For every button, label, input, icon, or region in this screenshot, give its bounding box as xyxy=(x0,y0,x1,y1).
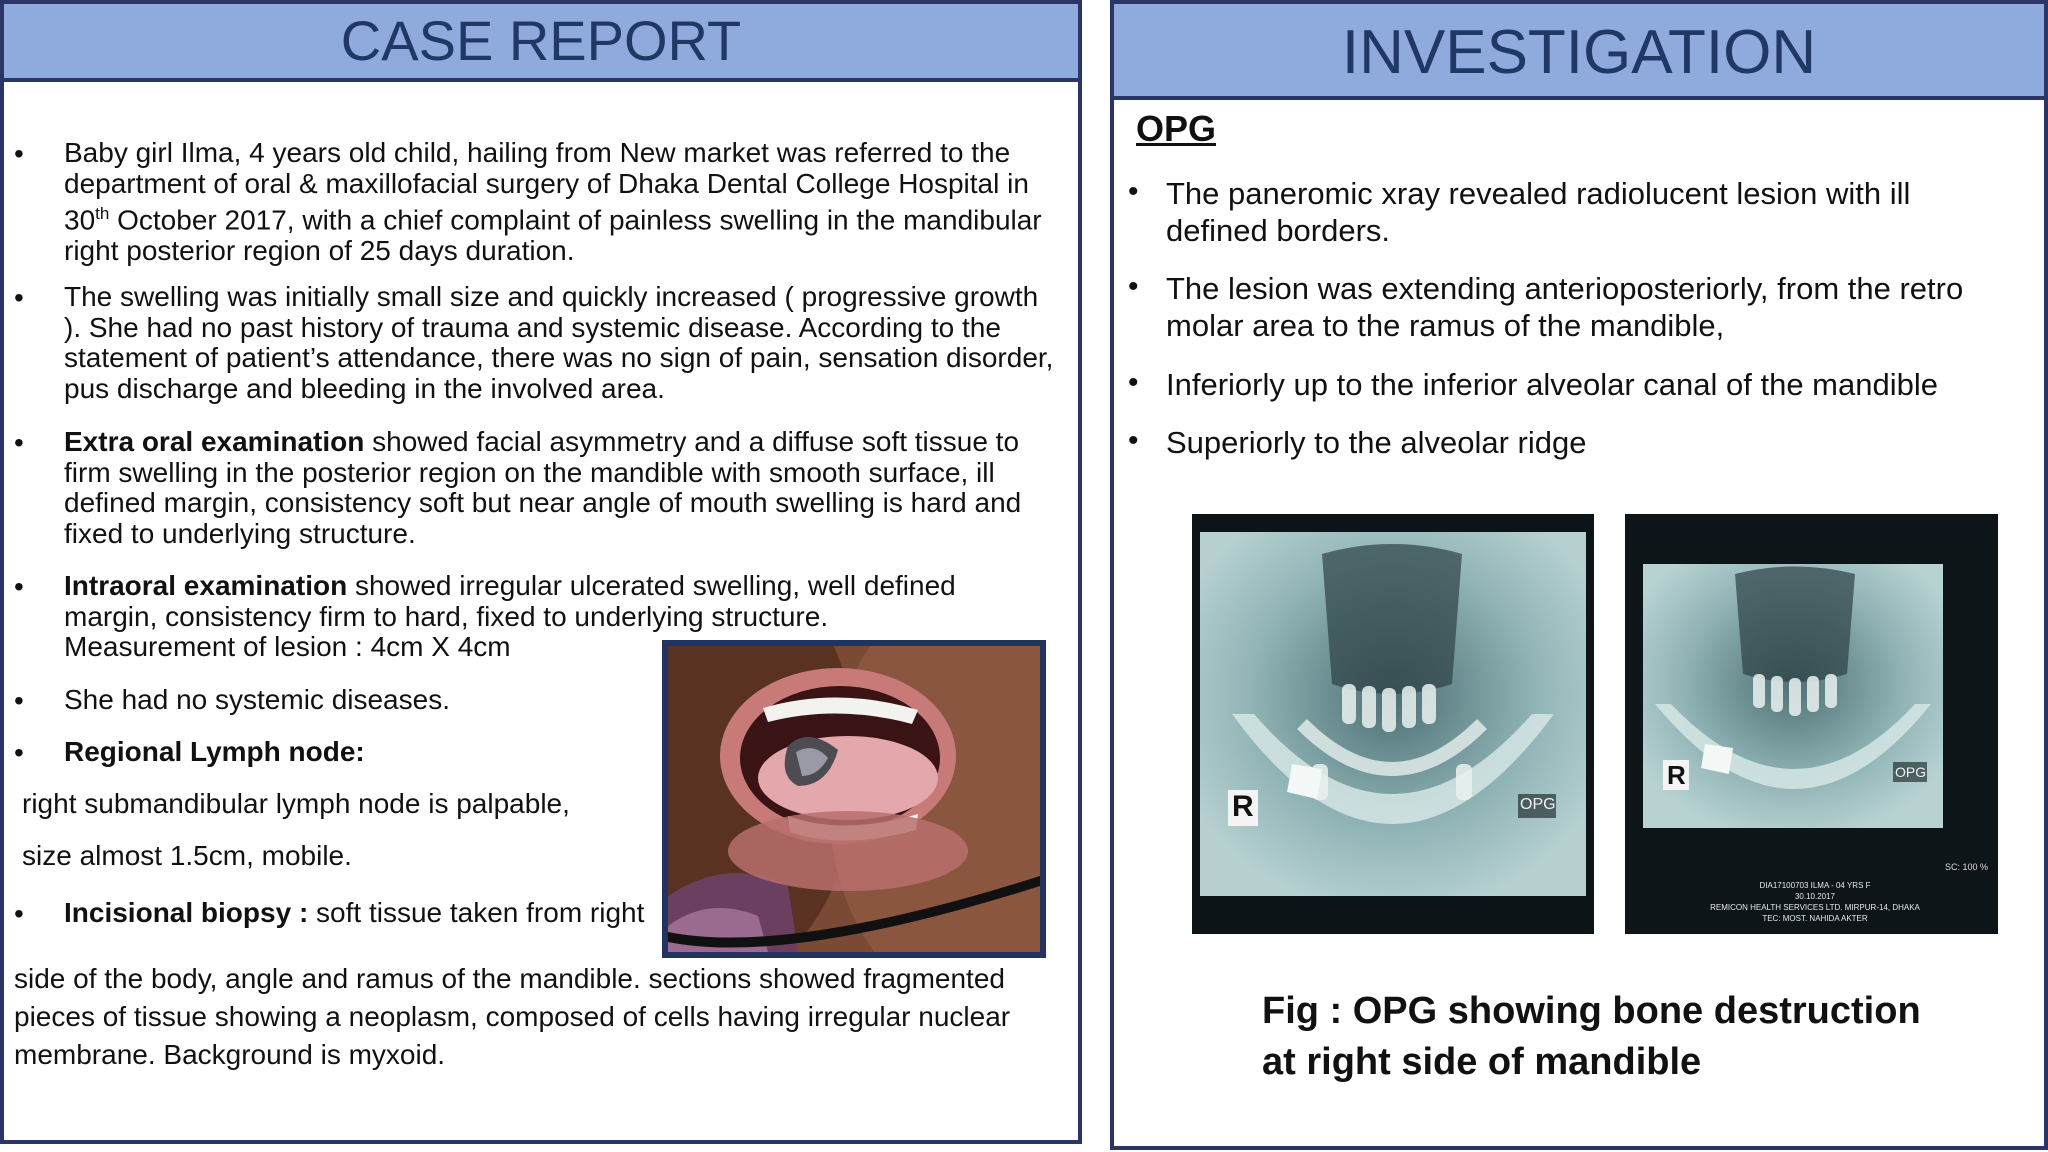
opg-xray-2 xyxy=(1625,514,1998,934)
finding-2: The lesion was extending anterioposteriorly, from the retro molar area to the ramus of the mandible, xyxy=(1166,271,1964,343)
extraoral-paragraph: Extra oral examination showed facial asymmetry and a diffuse soft tissue to firm swelling in the posterior region on the mandible with smooth surface, ill defined margin, consistency soft but near angle of mouth swelling is hard and fixed to underlying structure. xyxy=(64,426,1022,549)
biopsy-line: Incisional biopsy : soft tissue taken from right xyxy=(64,897,645,928)
xray-1-marker: R xyxy=(1232,790,1254,823)
lymph-node-heading: Regional Lymph node: xyxy=(64,736,365,767)
lymph-node-line-2: size almost 1.5cm, mobile. xyxy=(22,840,352,871)
bullet: • xyxy=(1128,366,1139,399)
systemic-paragraph: She had no systemic diseases. xyxy=(64,684,450,715)
bullet: • xyxy=(14,282,24,313)
xray-2-tag: OPG xyxy=(1895,764,1927,780)
intraoral-photo xyxy=(662,640,1046,958)
xray-1-tag: OPG xyxy=(1520,796,1556,813)
lesion-measurement: Measurement of lesion : 4cm X 4cm xyxy=(64,631,511,662)
swelling-paragraph: The swelling was initially small size and quickly increased ( progressive growth ). She had no past history of trauma and systemic disease. According to the statement of patient’s attendance, there was no sign of pain, sensation disorder, pus discharge and bleeding in the involved area. xyxy=(64,281,1054,404)
intraoral-paragraph: Intraoral examination showed irregular ulcerated swelling, well defined margin, consistency firm to hard, fixed to underlying structure. Measurement of lesion : 4cm X 4cm xyxy=(64,570,956,662)
opg-xray-1 xyxy=(1192,514,1594,934)
bullet: • xyxy=(14,898,24,929)
bullet: • xyxy=(14,138,24,169)
lymph-node-line-1: right submandibular lymph node is palpable, xyxy=(22,788,570,819)
bullet: • xyxy=(14,571,24,602)
bullet: • xyxy=(1128,424,1139,457)
xray-2-patient-label: DIA17100703 ILMA - 04 YRS F 30.10.2017 REMICON HEALTH SERVICES LTD. MIRPUR-14, DHAKA TEC: MOST. NAHIDA AKTER xyxy=(1710,881,1920,923)
case-report-title: CASE REPORT xyxy=(340,9,742,72)
opg-heading: OPG xyxy=(1136,108,1217,149)
finding-1: The paneromic xray revealed radiolucent lesion with ill defined borders. xyxy=(1166,176,1911,248)
bullet: • xyxy=(14,685,24,716)
bullet: • xyxy=(1128,175,1139,208)
figure-caption: Fig : OPG showing bone destruction at right side of mandible xyxy=(1262,990,1921,1083)
finding-4: Superiorly to the alveolar ridge xyxy=(1166,425,1587,460)
bullet: • xyxy=(14,737,24,768)
investigation-title: INVESTIGATION xyxy=(1341,18,1817,87)
bullet: • xyxy=(14,427,24,458)
bullet: • xyxy=(1128,270,1139,303)
xray-2-marker: R xyxy=(1667,760,1686,790)
history-paragraph: Baby girl Ilma, 4 years old child, hailing from New market was referred to the department of oral & maxillofacial surgery of Dhaka Dental College Hospital in 30th October 2017, with a chief complaint of painless swelling in the mandibular right posterior region of 25 days duration. xyxy=(64,137,1042,266)
case-report-header xyxy=(0,0,1082,82)
xray-2-scale: SC: 100 % xyxy=(1945,862,1989,872)
investigation-header xyxy=(1110,0,2048,100)
finding-3: Inferiorly up to the inferior alveolar canal of the mandible xyxy=(1166,367,1938,402)
biopsy-continuation: side of the body, angle and ramus of the mandible. sections showed fragmented pieces of tissue showing a neoplasm, composed of cells having irregular nuclear membrane. Background is myxoid. xyxy=(14,963,1011,1070)
